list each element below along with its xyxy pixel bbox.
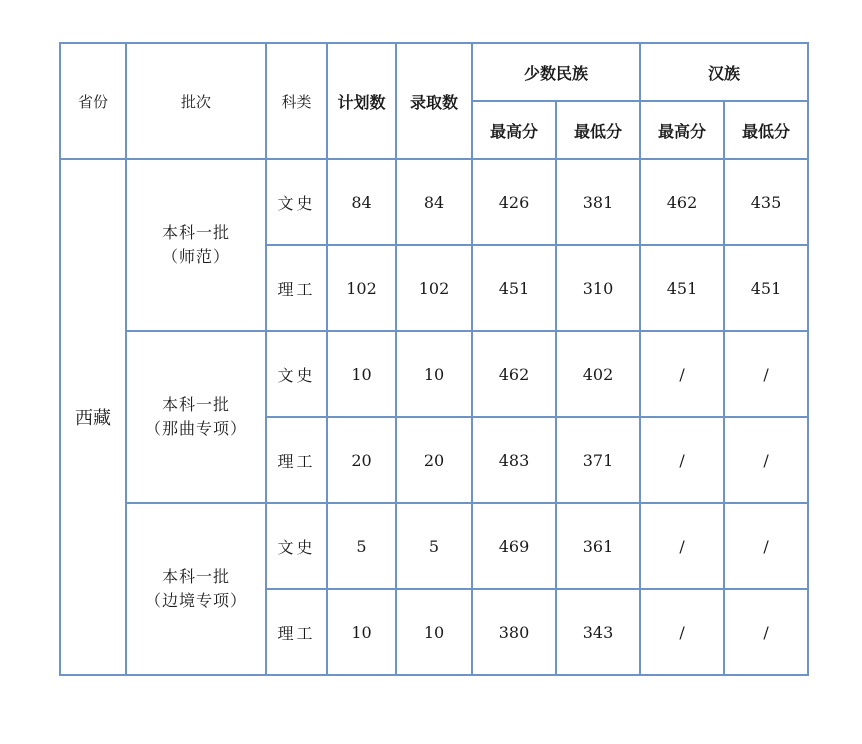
batch-name: 本科一批 <box>161 223 230 242</box>
minority-max-cell: 426 <box>472 159 556 245</box>
han-max-cell: / <box>640 589 724 675</box>
batch-subtype: （那曲专项） <box>144 419 247 438</box>
minority-min-cell: 310 <box>556 245 640 331</box>
admitted-cell: 102 <box>396 245 472 331</box>
admission-scores-table-wrapper <box>59 42 809 676</box>
header-plan: 计划数 <box>327 43 396 159</box>
table-row <box>60 331 808 417</box>
plan-cell: 20 <box>327 417 396 503</box>
category-cell: 文史 <box>266 159 327 245</box>
han-min-cell: 435 <box>724 159 808 245</box>
header-minority: 少数民族 <box>472 43 640 101</box>
admitted-cell: 84 <box>396 159 472 245</box>
han-max-cell: / <box>640 503 724 589</box>
minority-min-cell: 381 <box>556 159 640 245</box>
minority-min-cell: 402 <box>556 331 640 417</box>
batch-subtype: （师范） <box>161 247 230 266</box>
table-row <box>60 159 808 245</box>
category-cell: 理工 <box>266 245 327 331</box>
plan-cell: 10 <box>327 589 396 675</box>
han-min-cell: 451 <box>724 245 808 331</box>
plan-cell: 10 <box>327 331 396 417</box>
plan-cell: 102 <box>327 245 396 331</box>
batch-cell <box>126 331 266 503</box>
han-min-cell: / <box>724 417 808 503</box>
minority-min-cell: 371 <box>556 417 640 503</box>
header-row-top <box>60 43 808 101</box>
minority-min-cell: 343 <box>556 589 640 675</box>
header-han-min: 最低分 <box>724 101 808 159</box>
batch-cell <box>126 503 266 675</box>
province-cell: 西藏 <box>60 159 126 675</box>
header-category: 科类 <box>266 43 327 159</box>
han-max-cell: / <box>640 331 724 417</box>
header-minority-max: 最高分 <box>472 101 556 159</box>
admitted-cell: 10 <box>396 589 472 675</box>
header-han-max: 最高分 <box>640 101 724 159</box>
han-max-cell: 451 <box>640 245 724 331</box>
minority-max-cell: 462 <box>472 331 556 417</box>
plan-cell: 84 <box>327 159 396 245</box>
batch-subtype: （边境专项） <box>144 591 247 610</box>
header-han: 汉族 <box>640 43 808 101</box>
batch-cell <box>126 159 266 331</box>
header-minority-min: 最低分 <box>556 101 640 159</box>
han-max-cell: 462 <box>640 159 724 245</box>
admission-scores-table <box>59 42 809 676</box>
han-min-cell: / <box>724 503 808 589</box>
header-admitted: 录取数 <box>396 43 472 159</box>
category-cell: 文史 <box>266 331 327 417</box>
header-batch: 批次 <box>126 43 266 159</box>
han-min-cell: / <box>724 589 808 675</box>
category-cell: 理工 <box>266 589 327 675</box>
minority-min-cell: 361 <box>556 503 640 589</box>
han-max-cell: / <box>640 417 724 503</box>
admitted-cell: 5 <box>396 503 472 589</box>
batch-name: 本科一批 <box>161 395 230 414</box>
plan-cell: 5 <box>327 503 396 589</box>
minority-max-cell: 469 <box>472 503 556 589</box>
minority-max-cell: 483 <box>472 417 556 503</box>
minority-max-cell: 380 <box>472 589 556 675</box>
category-cell: 理工 <box>266 417 327 503</box>
header-province: 省份 <box>60 43 126 159</box>
batch-name: 本科一批 <box>161 567 230 586</box>
category-cell: 文史 <box>266 503 327 589</box>
admitted-cell: 20 <box>396 417 472 503</box>
minority-max-cell: 451 <box>472 245 556 331</box>
admitted-cell: 10 <box>396 331 472 417</box>
table-row <box>60 503 808 589</box>
han-min-cell: / <box>724 331 808 417</box>
